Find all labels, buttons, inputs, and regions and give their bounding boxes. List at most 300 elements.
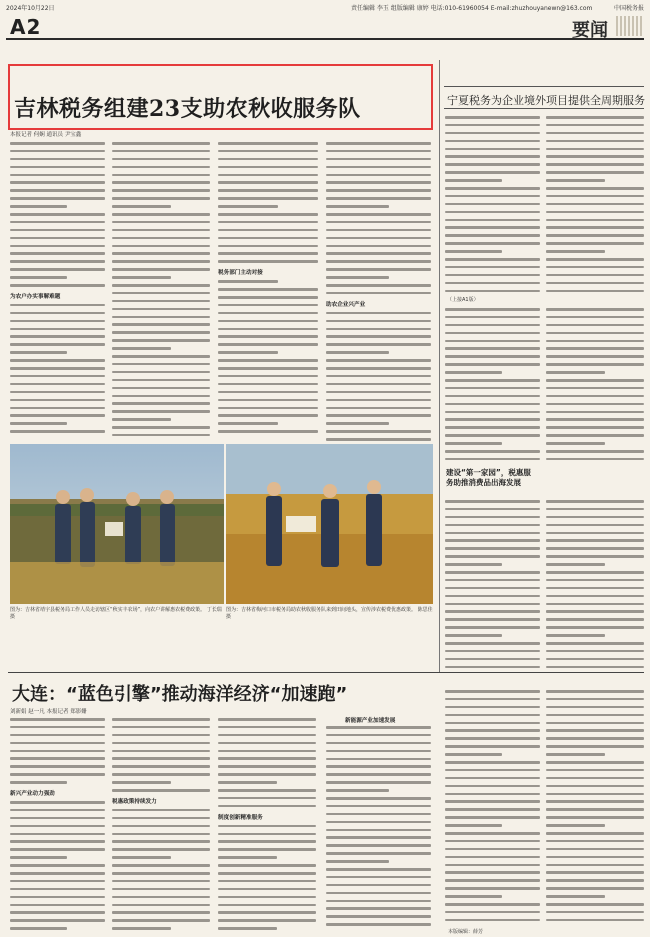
text-line (546, 395, 644, 398)
text-line (112, 268, 210, 271)
text-line (445, 266, 540, 269)
text-line (326, 868, 431, 871)
text-line (112, 205, 171, 208)
text-line (326, 438, 431, 441)
text-line (445, 371, 502, 374)
text-line (112, 402, 210, 405)
text-line (326, 276, 389, 279)
text-line (445, 729, 540, 732)
text-line (218, 848, 316, 851)
text-line (326, 166, 431, 169)
text-line (445, 579, 540, 582)
text-line (546, 840, 644, 843)
text-line (546, 308, 644, 311)
text-line (326, 923, 431, 926)
text-line (10, 399, 105, 402)
text-line (445, 387, 540, 390)
text-line (445, 832, 540, 835)
text-line (10, 718, 105, 721)
text-line (546, 729, 644, 732)
text-line (546, 426, 644, 429)
text-line (112, 817, 210, 820)
text-line (218, 825, 316, 828)
text-line (112, 896, 210, 899)
text-line (445, 769, 540, 772)
text-line (218, 245, 318, 248)
text-line (445, 258, 540, 261)
text-line (218, 833, 316, 836)
text-line (546, 532, 644, 535)
text-line (546, 714, 644, 717)
text-line (546, 634, 605, 637)
text-line (546, 777, 644, 780)
text-line (218, 375, 318, 378)
text-line (546, 324, 644, 327)
text-line (326, 829, 431, 832)
text-line (546, 563, 605, 566)
text-line (10, 181, 105, 184)
text-line (218, 205, 278, 208)
text-line (546, 340, 644, 343)
text-line (546, 274, 644, 277)
text-line (546, 698, 644, 701)
text-line (546, 355, 644, 358)
text-line (10, 422, 67, 425)
text-line (10, 414, 105, 417)
text-line (218, 288, 318, 291)
text-line (218, 213, 318, 216)
text-line (445, 187, 540, 190)
text-line (10, 304, 105, 307)
paper-brand: 中国税务报 (613, 5, 644, 12)
text-line (445, 163, 540, 166)
text-line (546, 595, 644, 598)
text-line (326, 252, 431, 255)
text-line (326, 359, 431, 362)
text-line (445, 332, 540, 335)
text-line (546, 785, 644, 788)
text-line (546, 148, 644, 151)
text-line (10, 726, 105, 729)
text-line (326, 876, 431, 879)
text-line (326, 805, 431, 808)
text-line (10, 359, 105, 362)
text-line (10, 328, 105, 331)
text-line (546, 832, 644, 835)
right-mid-title[interactable]: 建设“第一家园”，税惠服务助推消费品出海发展 (446, 468, 531, 487)
text-line (546, 848, 644, 851)
text-line (546, 800, 644, 803)
text-line (10, 833, 105, 836)
dalian-mid-subhead: 新能源产业加速发展 (345, 718, 396, 724)
text-line (445, 698, 540, 701)
dalian-col-5 (445, 690, 540, 927)
text-line (112, 765, 210, 768)
text-line (326, 335, 431, 338)
text-line (445, 355, 540, 358)
text-line (326, 391, 431, 394)
text-line (326, 174, 431, 177)
column-divider (439, 60, 440, 672)
text-line (445, 324, 540, 327)
text-line (10, 817, 105, 820)
text-line (218, 742, 316, 745)
text-line (445, 903, 540, 906)
right-col-3 (445, 308, 540, 466)
text-line (112, 229, 210, 232)
text-line (445, 761, 540, 764)
text-line (326, 915, 431, 918)
text-line (112, 150, 210, 153)
text-line (112, 734, 210, 737)
text-line (445, 524, 540, 527)
text-line (112, 880, 210, 883)
text-line (10, 367, 105, 370)
text-line (445, 250, 502, 253)
text-line (445, 308, 540, 311)
text-line (546, 226, 644, 229)
text-line (445, 634, 502, 637)
section-decoration (616, 16, 644, 36)
text-line (10, 383, 105, 386)
right-title-rule (444, 108, 644, 109)
text-line (326, 773, 431, 776)
text-line (546, 132, 644, 135)
text-line (445, 610, 540, 613)
text-line (112, 197, 210, 200)
text-line (546, 618, 644, 621)
text-line (218, 142, 318, 145)
text-line (112, 331, 210, 334)
text-line (112, 911, 210, 914)
top-info-line (6, 2, 644, 12)
text-line (546, 347, 644, 350)
text-line (10, 276, 67, 279)
text-line (112, 418, 171, 421)
text-line (546, 871, 644, 874)
text-line (112, 142, 210, 145)
text-line (445, 642, 540, 645)
text-line (445, 195, 540, 198)
text-line (218, 896, 316, 899)
text-line (10, 430, 105, 433)
text-line (326, 268, 431, 271)
text-line (326, 150, 431, 153)
text-line (445, 234, 540, 237)
text-line (218, 280, 278, 283)
text-line (10, 166, 105, 169)
text-line (326, 142, 431, 145)
text-line (112, 300, 210, 303)
text-line (546, 450, 644, 453)
text-line (445, 706, 540, 709)
section-subhead: 税务部门主动对接 (218, 270, 263, 277)
text-line (546, 610, 644, 613)
text-line (218, 189, 318, 192)
text-line (326, 422, 389, 425)
text-line (218, 367, 318, 370)
text-line (112, 919, 210, 922)
text-line (445, 745, 540, 748)
text-line (10, 158, 105, 161)
text-line (10, 245, 105, 248)
text-line (546, 387, 644, 390)
text-line (218, 734, 316, 737)
lead-headline[interactable]: 吉林税务组建23支助农秋收服务队 (14, 96, 361, 122)
text-line (218, 335, 318, 338)
text-line (10, 872, 105, 875)
text-line (546, 911, 644, 914)
right-col-6 (546, 500, 644, 674)
page-code: A2 (10, 15, 42, 39)
text-line (445, 403, 540, 406)
text-line (218, 383, 318, 386)
text-line (546, 808, 644, 811)
text-line (218, 856, 277, 859)
text-line (445, 547, 540, 550)
text-line (445, 148, 540, 151)
text-line (112, 750, 210, 753)
text-line (326, 789, 389, 792)
photo-field-visit (226, 444, 433, 604)
text-line (112, 276, 171, 279)
text-line (326, 407, 431, 410)
text-line (10, 312, 105, 315)
text-line (112, 252, 210, 255)
right-col-2 (546, 116, 644, 297)
text-line (326, 430, 431, 433)
section-subhead: 制度创新精准服务 (218, 814, 263, 821)
text-line (445, 737, 540, 740)
text-line (218, 343, 318, 346)
text-line (445, 824, 502, 827)
text-line (112, 363, 210, 366)
text-line (546, 140, 644, 143)
text-line (326, 312, 431, 315)
text-line (218, 312, 318, 315)
text-line (218, 789, 316, 792)
bottom-section-rule (8, 672, 644, 673)
text-line (218, 797, 316, 800)
text-line (445, 242, 540, 245)
text-line (546, 187, 644, 190)
section-subhead: 新兴产业动力强劲 (10, 791, 55, 798)
issue-date: 2024年10月22日 (6, 5, 55, 12)
right-col-4 (546, 308, 644, 466)
text-line (326, 189, 431, 192)
text-line (218, 414, 318, 417)
section-subhead: 助农企业兴产业 (326, 301, 366, 308)
text-line (218, 422, 278, 425)
dalian-headline[interactable]: 大连：“蓝色引擎”推动海洋经济“加速跑” (12, 684, 348, 705)
text-line (10, 848, 105, 851)
text-line (112, 339, 210, 342)
text-line (10, 781, 67, 784)
text-line (326, 343, 431, 346)
text-line (218, 260, 318, 263)
text-line (445, 171, 540, 174)
text-line (445, 411, 540, 414)
masthead (6, 14, 644, 40)
text-line (326, 836, 431, 839)
text-line (112, 864, 210, 867)
text-line (546, 171, 644, 174)
text-line (10, 888, 105, 891)
text-line (445, 690, 540, 693)
text-line (546, 642, 644, 645)
text-line (546, 903, 644, 906)
text-line (445, 603, 540, 606)
text-line (445, 840, 540, 843)
text-line (112, 284, 210, 287)
text-line (10, 375, 105, 378)
text-line (326, 245, 431, 248)
text-line (112, 316, 210, 319)
text-line (326, 229, 431, 232)
section-subhead: 税惠政策持续发力 (112, 798, 157, 805)
text-line (112, 856, 171, 859)
text-line (445, 539, 540, 542)
lead-col-4 (326, 142, 431, 446)
text-line (445, 508, 540, 511)
right-subhead-a: （上接A1版） (447, 297, 479, 303)
text-line (218, 781, 277, 784)
text-line (445, 458, 540, 461)
text-line (546, 403, 644, 406)
text-line (326, 197, 431, 200)
text-line (10, 904, 105, 907)
text-line (112, 260, 210, 263)
text-line (546, 603, 644, 606)
text-line (326, 320, 431, 323)
text-line (326, 750, 431, 753)
text-line (445, 879, 540, 882)
text-line (445, 800, 540, 803)
text-line (10, 351, 67, 354)
text-line (112, 840, 210, 843)
text-line (10, 343, 105, 346)
text-line (546, 500, 644, 503)
text-line (112, 323, 210, 326)
text-line (326, 726, 431, 729)
text-line (546, 793, 644, 796)
text-line (112, 825, 210, 828)
text-line (218, 904, 316, 907)
text-line (218, 320, 318, 323)
text-line (218, 430, 318, 433)
text-line (10, 765, 105, 768)
text-line (10, 809, 105, 812)
right-top-rule (444, 86, 644, 87)
text-line (445, 816, 540, 819)
text-line (445, 211, 540, 214)
text-line (10, 742, 105, 745)
text-line (10, 773, 105, 776)
text-line (218, 229, 318, 232)
text-line (546, 211, 644, 214)
text-line (546, 371, 605, 374)
text-line (10, 142, 105, 145)
text-line (112, 927, 171, 930)
text-line (10, 856, 67, 859)
text-line (326, 205, 389, 208)
text-line (326, 399, 431, 402)
text-line (445, 316, 540, 319)
text-line (10, 335, 105, 338)
text-line (218, 237, 318, 240)
text-line (218, 872, 316, 875)
text-line (112, 221, 210, 224)
text-line (218, 911, 316, 914)
text-line (546, 579, 644, 582)
text-line (10, 229, 105, 232)
right-headline[interactable]: 宁夏税务为企业境外项目提供全周期服务 (447, 94, 645, 107)
text-line (112, 781, 171, 784)
text-line (546, 155, 644, 158)
text-line (10, 237, 105, 240)
text-line (10, 221, 105, 224)
right-col-5 (445, 500, 540, 674)
text-line (326, 907, 431, 910)
text-line (218, 174, 318, 177)
text-line (326, 260, 431, 263)
text-line (546, 547, 644, 550)
text-line (445, 418, 540, 421)
text-line (445, 532, 540, 535)
text-line (10, 801, 105, 804)
text-line (546, 418, 644, 421)
text-line (445, 132, 540, 135)
text-line (546, 658, 644, 661)
text-line (326, 892, 431, 895)
text-line (546, 195, 644, 198)
text-line (445, 666, 540, 669)
text-line (445, 179, 502, 182)
text-line (445, 777, 540, 780)
text-line (546, 737, 644, 740)
text-line (112, 237, 210, 240)
text-line (445, 363, 540, 366)
text-line (326, 821, 431, 824)
text-line (218, 158, 318, 161)
text-line (112, 726, 210, 729)
text-line (546, 266, 644, 269)
text-line (326, 237, 431, 240)
text-line (10, 205, 67, 208)
text-line (445, 793, 540, 796)
text-line (326, 900, 431, 903)
text-line (326, 383, 431, 386)
text-line (546, 234, 644, 237)
text-line (546, 290, 644, 293)
text-line (112, 904, 210, 907)
text-line (546, 571, 644, 574)
dalian-col-3 (218, 718, 316, 935)
text-line (326, 758, 431, 761)
text-line (10, 919, 105, 922)
text-line (10, 260, 105, 263)
text-line (445, 848, 540, 851)
text-line (445, 911, 540, 914)
text-line (218, 750, 316, 753)
text-line (10, 284, 105, 287)
section-title: 要闻 (572, 20, 608, 41)
text-line (445, 274, 540, 277)
text-line (546, 864, 644, 867)
text-line (218, 181, 318, 184)
text-line (445, 919, 540, 922)
text-line (10, 927, 67, 930)
